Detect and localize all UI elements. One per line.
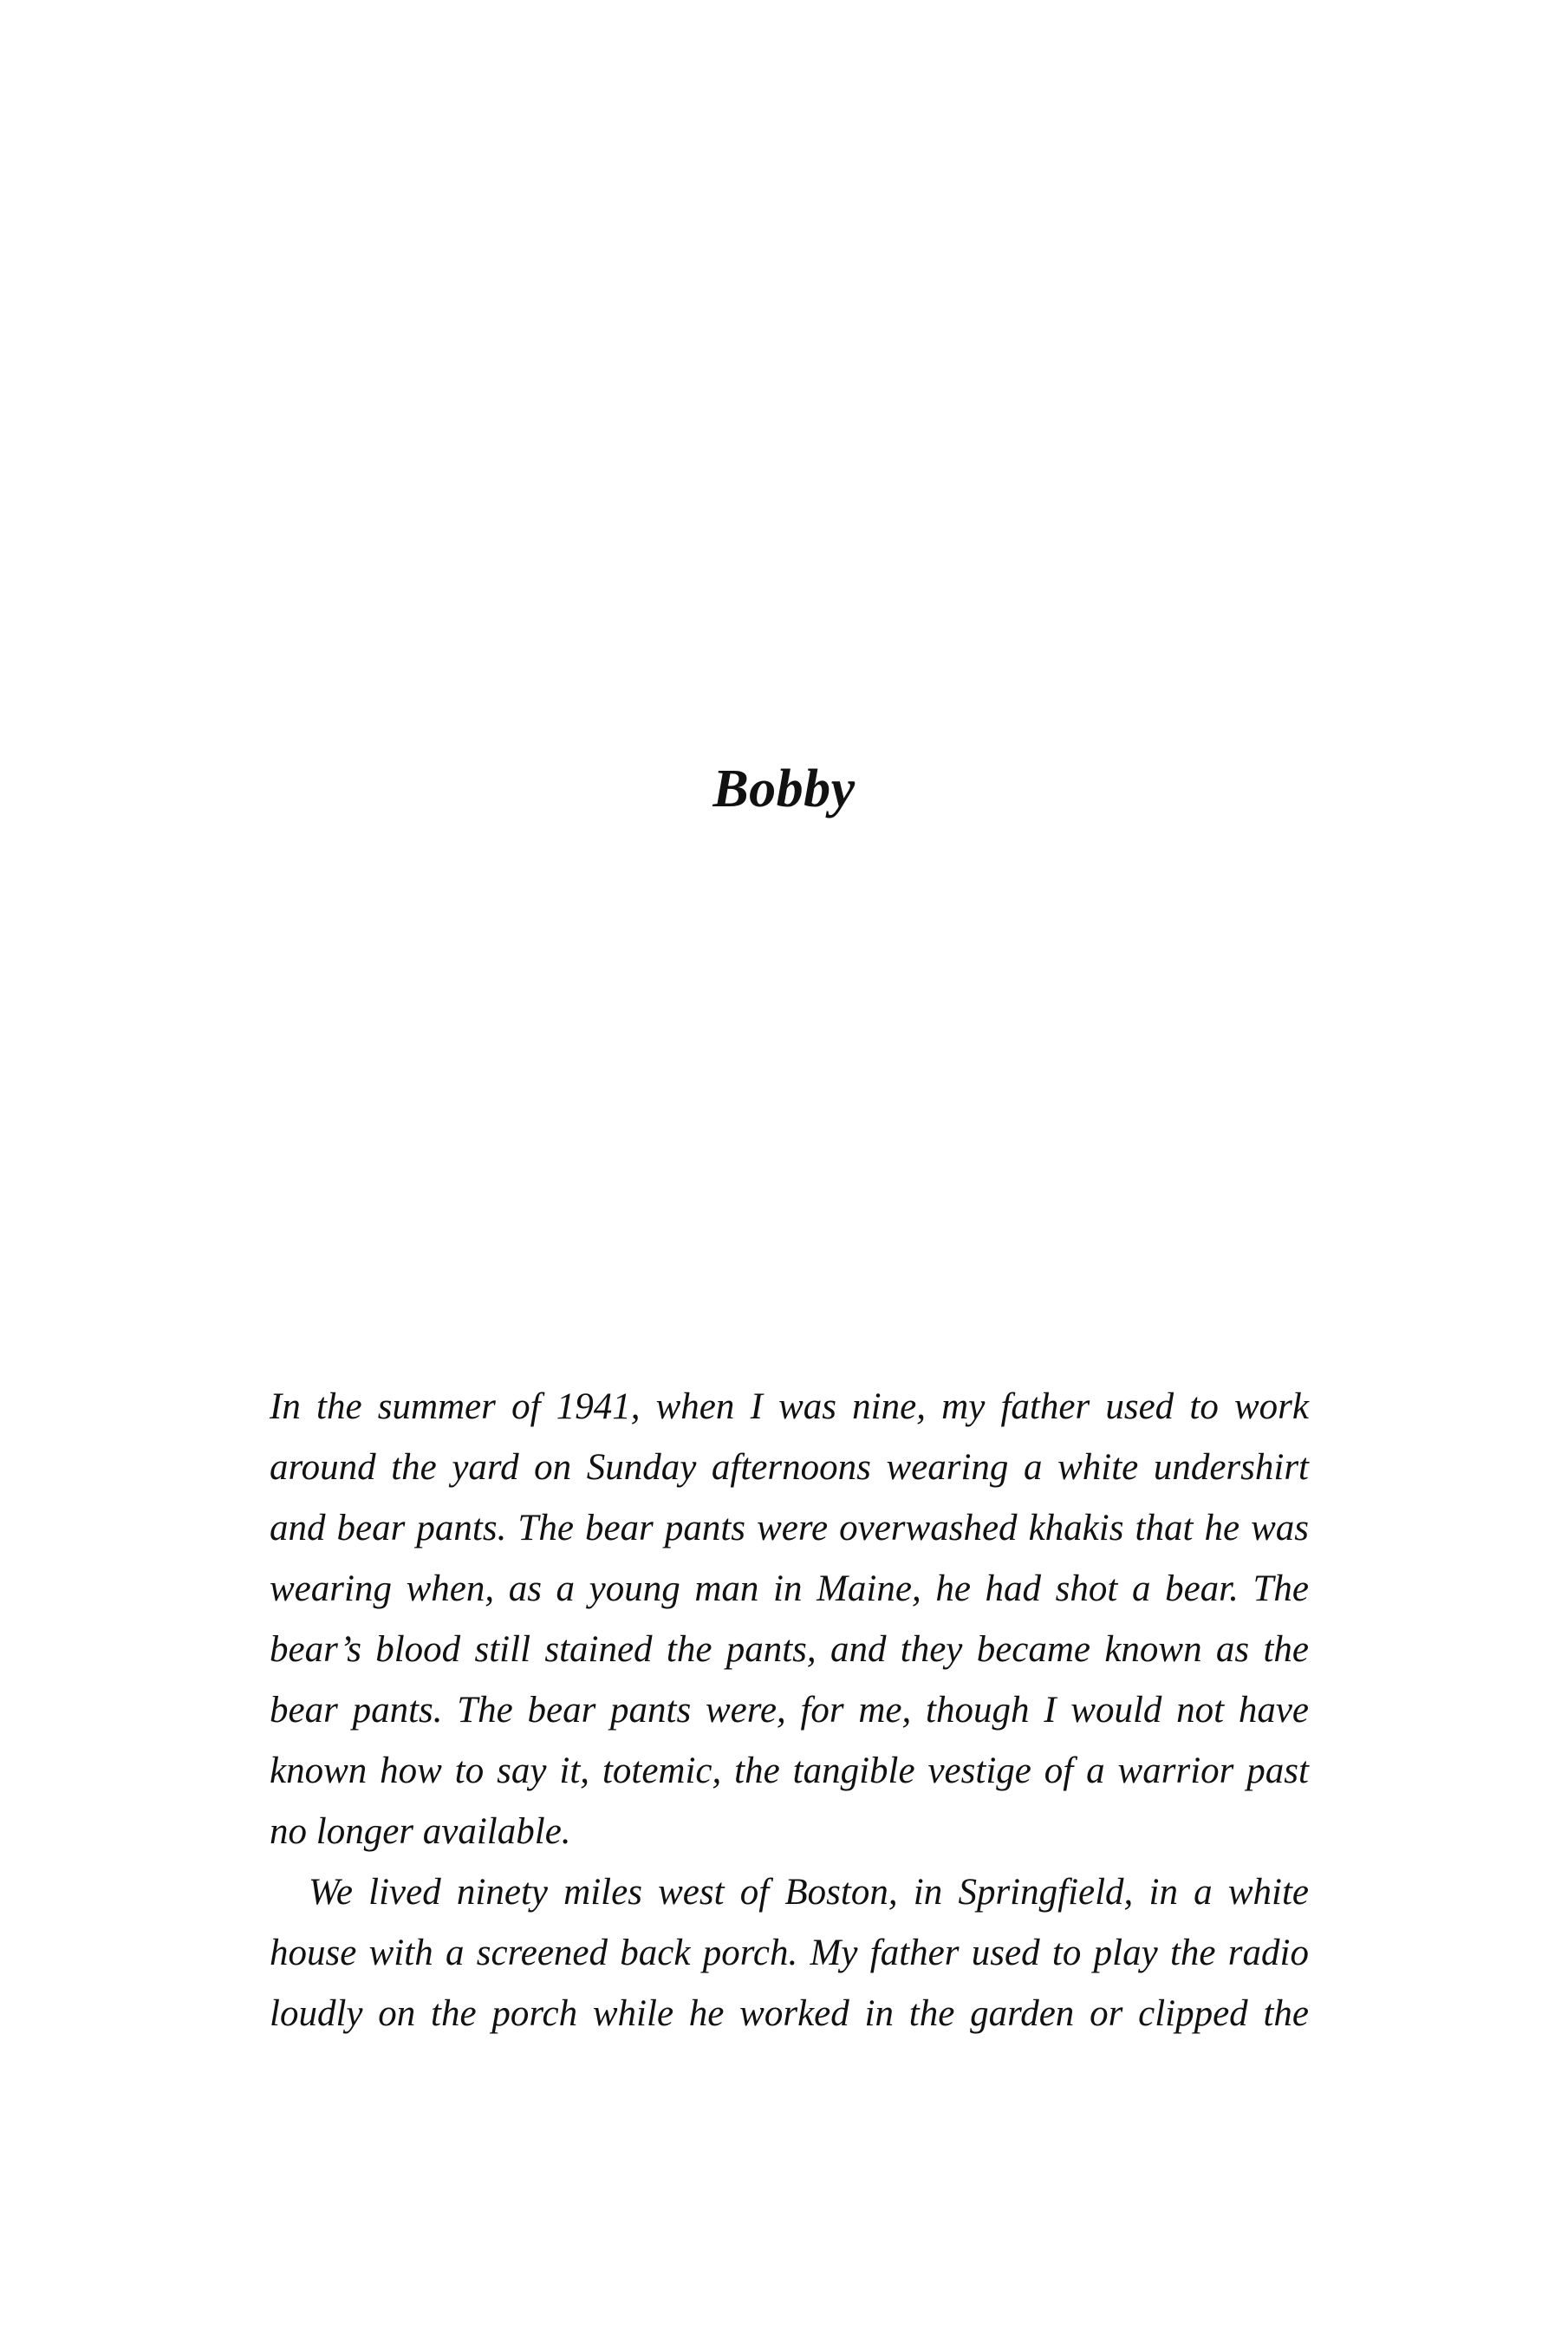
paragraph-2 xyxy=(270,1862,1309,2044)
text-line: wearing when, as a young man in Maine, he had shot a bear. The xyxy=(270,1568,1309,1609)
text-line: loudly on the porch while he worked in the garden or clipped the xyxy=(270,1993,1309,2034)
text-line: no longer available. xyxy=(270,1811,571,1852)
chapter-body xyxy=(270,1377,1309,2044)
paragraph-1 xyxy=(270,1377,1309,1862)
text-line: bear’s blood still stained the pants, and they became known as the xyxy=(270,1629,1309,1670)
text-line: around the yard on Sunday afternoons wearing a white undershirt xyxy=(270,1447,1309,1488)
text-line: We lived ninety miles west of Boston, in Springfield, in a white xyxy=(309,1872,1309,1913)
text-line: known how to say it, totemic, the tangible vestige of a warrior past xyxy=(270,1750,1309,1791)
text-line: bear pants. The bear pants were, for me, though I would not have xyxy=(270,1690,1309,1731)
text-line: house with a screened back porch. My father used to play the radio xyxy=(270,1933,1309,1973)
text-line: In the summer of 1941, when I was nine, my father used to work xyxy=(270,1386,1309,1427)
chapter-title: Bobby xyxy=(712,760,856,818)
text-line: and bear pants. The bear pants were overwashed khakis that he was xyxy=(270,1508,1309,1548)
